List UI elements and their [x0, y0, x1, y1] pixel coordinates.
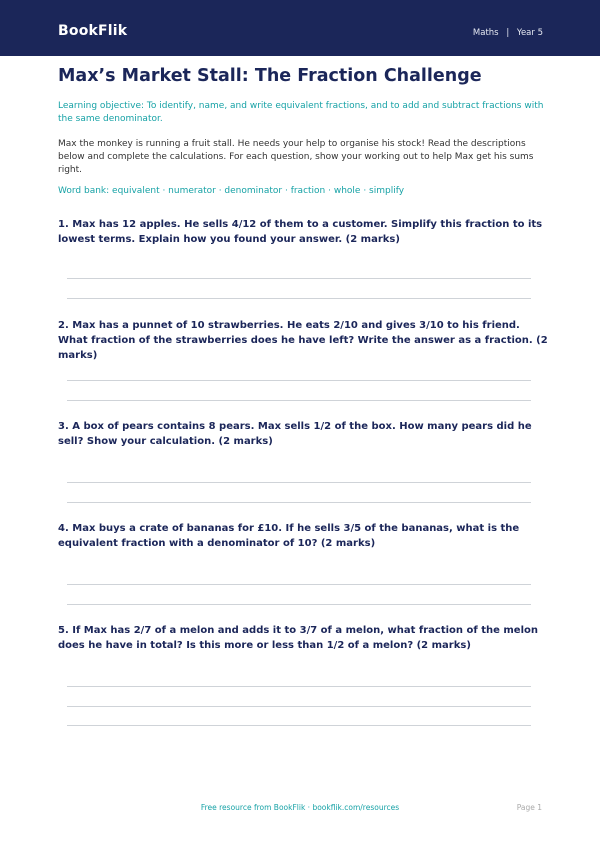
- question-1: 1. Max has 12 apples. He sells 4/12 of them to a customer. Simplify this fraction to its lowest terms. Explain how you found your answer. (2 marks): [58, 219, 543, 245]
- answer-line[interactable]: [67, 725, 531, 726]
- brand-logo: BookFlik: [58, 23, 128, 39]
- word-bank: Word bank: equivalent · numerator · denominator · fraction · whole · simplify: [58, 186, 405, 196]
- question-5: 5. If Max has 2/7 of a melon and adds it to 3/7 of a melon, what fraction of the melon does he have in total? Is this more or less than 1/2 of a melon? (2 marks): [58, 625, 538, 651]
- question-2: 2. Max has a punnet of 10 strawberries. He eats 2/10 and gives 3/10 to his friend. What fraction of the strawberries does he have left? Write the answer as a fraction. (2 marks): [58, 320, 548, 361]
- answer-line[interactable]: [67, 380, 531, 381]
- answer-line[interactable]: [67, 584, 531, 585]
- header-meta: [473, 28, 543, 38]
- answer-line[interactable]: [67, 400, 531, 401]
- question-4: 4. Max buys a crate of bananas for £10. If he sells 3/5 of the bananas, what is the equivalent fraction with a denominator of 10? (2 marks): [58, 523, 520, 549]
- answer-line[interactable]: [67, 298, 531, 299]
- answer-line[interactable]: [67, 604, 531, 605]
- footer-resource-link[interactable]: Free resource from BookFlik · bookflik.com/resources: [200, 803, 400, 812]
- answer-line[interactable]: [67, 482, 531, 483]
- subject-label: Maths: [472, 28, 499, 38]
- year-label: Year 5: [516, 28, 543, 38]
- intro-paragraph: Max the monkey is running a fruit stall. He needs your help to organise his stock! Read the descriptions below and complete the calculations. For each question, show your working out to help Max get his sums right.: [58, 139, 534, 175]
- learning-objective: Learning objective: To identify, name, and write equivalent fractions, and to add and subtract fractions with the same denominator.: [58, 101, 544, 124]
- answer-line[interactable]: [67, 706, 531, 707]
- meta-separator: |: [506, 28, 510, 38]
- page-header: [0, 0, 600, 56]
- page-number: Page 1: [516, 803, 542, 812]
- worksheet-title: Max’s Market Stall: The Fraction Challenge: [58, 66, 482, 86]
- answer-line[interactable]: [67, 502, 531, 503]
- answer-line[interactable]: [67, 278, 531, 279]
- answer-line[interactable]: [67, 686, 531, 687]
- question-3: 3. A box of pears contains 8 pears. Max sells 1/2 of the box. How many pears did he sell? Show your calculation. (2 marks): [58, 421, 532, 447]
